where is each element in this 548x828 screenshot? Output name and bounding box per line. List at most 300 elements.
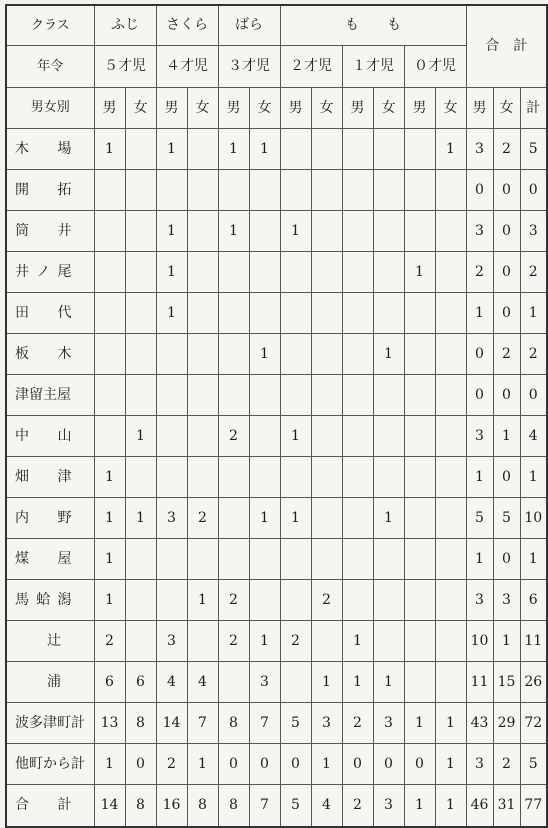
count-cell: 1 bbox=[156, 128, 187, 169]
count-cell bbox=[218, 333, 249, 374]
table-header bbox=[6, 5, 547, 128]
count-cell bbox=[404, 210, 435, 251]
count-cell bbox=[125, 169, 156, 210]
count-cell bbox=[435, 292, 466, 333]
count-cell bbox=[373, 292, 404, 333]
total-cell: 0 bbox=[493, 374, 520, 415]
count-cell bbox=[404, 456, 435, 497]
count-cell bbox=[311, 251, 342, 292]
count-cell: 2 bbox=[280, 620, 311, 661]
row-label: 中 山 bbox=[6, 415, 94, 456]
total-cell: 29 bbox=[493, 702, 520, 743]
count-cell: 0 bbox=[218, 743, 249, 784]
gender-cell: 女 bbox=[435, 87, 466, 128]
total-cell: 1 bbox=[466, 538, 493, 579]
count-cell bbox=[373, 251, 404, 292]
count-cell bbox=[373, 128, 404, 169]
count-cell: 0 bbox=[404, 743, 435, 784]
count-cell bbox=[280, 169, 311, 210]
total-cell: 2 bbox=[466, 251, 493, 292]
gender-cell: 男 bbox=[218, 87, 249, 128]
count-cell bbox=[373, 620, 404, 661]
count-cell: 2 bbox=[94, 620, 125, 661]
count-cell bbox=[342, 210, 373, 251]
count-cell bbox=[404, 128, 435, 169]
count-cell bbox=[404, 169, 435, 210]
count-cell bbox=[342, 538, 373, 579]
count-cell bbox=[373, 374, 404, 415]
class-sakura: さくら bbox=[156, 5, 218, 45]
count-cell: 1 bbox=[249, 333, 280, 374]
count-cell: 1 bbox=[187, 579, 218, 620]
count-cell: 1 bbox=[249, 497, 280, 538]
count-cell bbox=[187, 415, 218, 456]
count-cell bbox=[125, 456, 156, 497]
total-cell: 5 bbox=[466, 497, 493, 538]
total-cell: 31 bbox=[493, 784, 520, 827]
count-cell bbox=[94, 415, 125, 456]
total-col-header: 計 bbox=[520, 87, 547, 128]
age-2: ２才児 bbox=[280, 45, 342, 87]
count-cell bbox=[187, 620, 218, 661]
count-cell: 1 bbox=[156, 251, 187, 292]
count-cell: 3 bbox=[249, 661, 280, 702]
count-cell bbox=[342, 251, 373, 292]
count-cell: 0 bbox=[373, 743, 404, 784]
count-cell: 1 bbox=[280, 210, 311, 251]
gender-cell: 男 bbox=[342, 87, 373, 128]
count-cell bbox=[94, 292, 125, 333]
total-cell: 4 bbox=[520, 415, 547, 456]
count-cell bbox=[373, 415, 404, 456]
count-cell bbox=[435, 415, 466, 456]
count-cell bbox=[218, 169, 249, 210]
count-cell: 8 bbox=[218, 702, 249, 743]
class-bara: ばら bbox=[218, 5, 280, 45]
count-cell bbox=[187, 210, 218, 251]
count-cell: 1 bbox=[156, 292, 187, 333]
count-cell: 1 bbox=[435, 784, 466, 827]
count-cell bbox=[187, 292, 218, 333]
count-cell bbox=[435, 169, 466, 210]
count-cell: 2 bbox=[187, 497, 218, 538]
count-cell: 1 bbox=[435, 128, 466, 169]
count-cell bbox=[94, 251, 125, 292]
count-cell bbox=[311, 128, 342, 169]
total-cell: 1 bbox=[520, 292, 547, 333]
count-cell: 7 bbox=[249, 702, 280, 743]
total-cell: 0 bbox=[493, 538, 520, 579]
total-cell: 0 bbox=[520, 374, 547, 415]
total-cell: 1 bbox=[493, 620, 520, 661]
row-label: 煤 屋 bbox=[6, 538, 94, 579]
count-cell: 4 bbox=[187, 661, 218, 702]
count-cell bbox=[125, 333, 156, 374]
count-cell bbox=[404, 538, 435, 579]
count-cell bbox=[218, 251, 249, 292]
total-cell: 0 bbox=[493, 169, 520, 210]
total-cell: 1 bbox=[520, 538, 547, 579]
total-cell: 0 bbox=[493, 292, 520, 333]
count-cell bbox=[156, 456, 187, 497]
count-cell bbox=[342, 456, 373, 497]
count-cell: 6 bbox=[94, 661, 125, 702]
count-cell bbox=[404, 292, 435, 333]
count-cell bbox=[249, 292, 280, 333]
count-cell bbox=[249, 415, 280, 456]
total-cell: 5 bbox=[520, 128, 547, 169]
count-cell bbox=[218, 292, 249, 333]
count-cell bbox=[435, 620, 466, 661]
total-cell: 3 bbox=[466, 128, 493, 169]
count-cell: 0 bbox=[280, 743, 311, 784]
count-cell bbox=[311, 292, 342, 333]
count-cell: 1 bbox=[218, 128, 249, 169]
count-cell bbox=[187, 538, 218, 579]
count-cell bbox=[218, 661, 249, 702]
table-row bbox=[6, 497, 547, 538]
total-cell: 11 bbox=[520, 620, 547, 661]
count-cell bbox=[187, 128, 218, 169]
table-row bbox=[6, 579, 547, 620]
table-row bbox=[6, 292, 547, 333]
total-cell: 77 bbox=[520, 784, 547, 827]
count-cell: 1 bbox=[94, 456, 125, 497]
table-row bbox=[6, 620, 547, 661]
count-cell bbox=[280, 579, 311, 620]
count-cell bbox=[187, 456, 218, 497]
age-1: １才児 bbox=[342, 45, 404, 87]
count-cell: 5 bbox=[280, 784, 311, 827]
count-cell bbox=[125, 251, 156, 292]
count-cell bbox=[218, 374, 249, 415]
total-cell: 0 bbox=[493, 251, 520, 292]
gender-cell: 女 bbox=[311, 87, 342, 128]
count-cell: 14 bbox=[94, 784, 125, 827]
total-cell: 0 bbox=[520, 169, 547, 210]
total-cell: 11 bbox=[466, 661, 493, 702]
count-cell bbox=[342, 374, 373, 415]
count-cell: 1 bbox=[311, 743, 342, 784]
count-cell bbox=[404, 620, 435, 661]
count-cell: 1 bbox=[404, 702, 435, 743]
total-cell: 1 bbox=[466, 292, 493, 333]
count-cell: 1 bbox=[373, 661, 404, 702]
count-cell bbox=[311, 374, 342, 415]
count-cell: 1 bbox=[373, 333, 404, 374]
gender-cell: 女 bbox=[187, 87, 218, 128]
count-cell: 2 bbox=[218, 579, 249, 620]
count-cell: 7 bbox=[249, 784, 280, 827]
count-cell: 1 bbox=[94, 579, 125, 620]
count-cell bbox=[125, 538, 156, 579]
count-cell bbox=[435, 579, 466, 620]
count-cell: 1 bbox=[218, 210, 249, 251]
total-cell: 1 bbox=[466, 456, 493, 497]
table-row bbox=[6, 415, 547, 456]
count-cell: 1 bbox=[249, 128, 280, 169]
row-label: 開 拓 bbox=[6, 169, 94, 210]
total-cell: 0 bbox=[466, 374, 493, 415]
count-cell: 4 bbox=[156, 661, 187, 702]
count-cell bbox=[125, 210, 156, 251]
count-cell bbox=[218, 538, 249, 579]
row-label: 浦 bbox=[6, 661, 94, 702]
count-cell: 14 bbox=[156, 702, 187, 743]
count-cell bbox=[404, 415, 435, 456]
count-cell: 3 bbox=[156, 620, 187, 661]
row-label: 合 計 bbox=[6, 784, 94, 827]
total-cell: 72 bbox=[520, 702, 547, 743]
total-cell: 0 bbox=[493, 210, 520, 251]
row-label: 板 木 bbox=[6, 333, 94, 374]
table-row bbox=[6, 538, 547, 579]
total-cell: 0 bbox=[466, 333, 493, 374]
count-cell bbox=[156, 579, 187, 620]
count-cell bbox=[280, 251, 311, 292]
total-cell: 2 bbox=[520, 333, 547, 374]
count-cell bbox=[218, 456, 249, 497]
total-cell: 1 bbox=[520, 456, 547, 497]
count-cell: 1 bbox=[125, 415, 156, 456]
count-cell: 8 bbox=[218, 784, 249, 827]
count-cell: 1 bbox=[94, 497, 125, 538]
count-cell bbox=[280, 333, 311, 374]
count-cell: 7 bbox=[187, 702, 218, 743]
table-row bbox=[6, 784, 547, 827]
count-cell bbox=[311, 538, 342, 579]
count-cell: 3 bbox=[373, 702, 404, 743]
count-cell: 2 bbox=[218, 620, 249, 661]
total-cell: 2 bbox=[493, 128, 520, 169]
count-cell bbox=[156, 169, 187, 210]
count-cell bbox=[435, 251, 466, 292]
count-cell: 1 bbox=[435, 743, 466, 784]
count-cell bbox=[280, 456, 311, 497]
count-cell bbox=[342, 292, 373, 333]
age-5: ５才児 bbox=[94, 45, 156, 87]
total-cell: 3 bbox=[466, 415, 493, 456]
table-row bbox=[6, 743, 547, 784]
gender-cell: 女 bbox=[125, 87, 156, 128]
row-label: 波多津町計 bbox=[6, 702, 94, 743]
count-cell: 1 bbox=[342, 620, 373, 661]
count-cell: 1 bbox=[156, 210, 187, 251]
count-cell bbox=[311, 169, 342, 210]
count-cell: 1 bbox=[404, 784, 435, 827]
count-cell bbox=[187, 374, 218, 415]
count-cell bbox=[125, 374, 156, 415]
total-cell: 3 bbox=[466, 743, 493, 784]
count-cell bbox=[218, 497, 249, 538]
count-cell: 1 bbox=[280, 497, 311, 538]
count-cell bbox=[435, 333, 466, 374]
count-cell bbox=[435, 497, 466, 538]
count-cell: 2 bbox=[156, 743, 187, 784]
row-label: 田 代 bbox=[6, 292, 94, 333]
row-label: 馬蛤潟 bbox=[6, 579, 94, 620]
table-row bbox=[6, 128, 547, 169]
count-cell: 8 bbox=[125, 702, 156, 743]
count-cell bbox=[373, 169, 404, 210]
count-cell: 1 bbox=[435, 702, 466, 743]
table-row bbox=[6, 210, 547, 251]
count-cell: 1 bbox=[280, 415, 311, 456]
total-label: 合 計 bbox=[466, 5, 547, 87]
count-cell bbox=[249, 251, 280, 292]
count-cell: 1 bbox=[249, 620, 280, 661]
count-cell bbox=[342, 169, 373, 210]
count-cell bbox=[404, 661, 435, 702]
age-0: ０才児 bbox=[404, 45, 466, 87]
count-cell bbox=[187, 169, 218, 210]
count-cell: 3 bbox=[311, 702, 342, 743]
age-label: 年令 bbox=[6, 45, 94, 87]
count-cell bbox=[435, 538, 466, 579]
table-row bbox=[6, 251, 547, 292]
count-cell bbox=[280, 538, 311, 579]
row-label: 内 野 bbox=[6, 497, 94, 538]
count-cell bbox=[373, 538, 404, 579]
gender-row bbox=[6, 87, 547, 128]
count-cell bbox=[342, 579, 373, 620]
count-cell: 1 bbox=[311, 661, 342, 702]
count-cell bbox=[373, 579, 404, 620]
gender-cell: 男 bbox=[280, 87, 311, 128]
count-cell bbox=[435, 456, 466, 497]
class-momo: も も bbox=[280, 5, 466, 45]
count-cell: 3 bbox=[156, 497, 187, 538]
count-cell bbox=[311, 210, 342, 251]
count-cell bbox=[280, 661, 311, 702]
count-cell: 16 bbox=[156, 784, 187, 827]
total-cell: 5 bbox=[520, 743, 547, 784]
table-row bbox=[6, 661, 547, 702]
count-cell: 2 bbox=[342, 784, 373, 827]
count-cell bbox=[156, 415, 187, 456]
row-label: 筒 井 bbox=[6, 210, 94, 251]
count-cell bbox=[94, 333, 125, 374]
count-cell bbox=[280, 292, 311, 333]
total-col-header: 男 bbox=[466, 87, 493, 128]
row-label: 辻 bbox=[6, 620, 94, 661]
table-row bbox=[6, 333, 547, 374]
gender-cell: 女 bbox=[373, 87, 404, 128]
count-cell bbox=[156, 333, 187, 374]
count-cell bbox=[342, 497, 373, 538]
count-cell bbox=[187, 333, 218, 374]
count-cell: 13 bbox=[94, 702, 125, 743]
count-cell: 1 bbox=[342, 661, 373, 702]
count-cell: 6 bbox=[125, 661, 156, 702]
total-cell: 46 bbox=[466, 784, 493, 827]
count-cell: 1 bbox=[373, 497, 404, 538]
gender-cell: 女 bbox=[249, 87, 280, 128]
count-cell bbox=[404, 497, 435, 538]
count-cell bbox=[94, 169, 125, 210]
count-cell bbox=[311, 497, 342, 538]
count-cell: 1 bbox=[187, 743, 218, 784]
count-cell: 1 bbox=[94, 538, 125, 579]
table-row bbox=[6, 456, 547, 497]
total-cell: 6 bbox=[520, 579, 547, 620]
total-cell: 1 bbox=[493, 415, 520, 456]
count-cell bbox=[125, 128, 156, 169]
count-cell: 0 bbox=[342, 743, 373, 784]
total-cell: 5 bbox=[493, 497, 520, 538]
age-3: ３才児 bbox=[218, 45, 280, 87]
count-cell bbox=[125, 579, 156, 620]
gender-cell: 男 bbox=[94, 87, 125, 128]
count-cell: 2 bbox=[311, 579, 342, 620]
count-cell bbox=[373, 456, 404, 497]
count-cell: 8 bbox=[187, 784, 218, 827]
total-cell: 15 bbox=[493, 661, 520, 702]
table-body bbox=[6, 128, 547, 827]
count-cell: 0 bbox=[249, 743, 280, 784]
count-cell: 8 bbox=[125, 784, 156, 827]
class-label: クラス bbox=[6, 5, 94, 45]
count-cell: 0 bbox=[125, 743, 156, 784]
total-cell: 43 bbox=[466, 702, 493, 743]
count-cell: 2 bbox=[342, 702, 373, 743]
total-cell: 3 bbox=[466, 210, 493, 251]
count-cell bbox=[187, 251, 218, 292]
count-cell bbox=[249, 538, 280, 579]
total-cell: 26 bbox=[520, 661, 547, 702]
count-cell bbox=[435, 661, 466, 702]
total-cell: 10 bbox=[466, 620, 493, 661]
count-cell bbox=[404, 374, 435, 415]
total-cell: 3 bbox=[493, 579, 520, 620]
count-cell bbox=[249, 456, 280, 497]
row-label: 畑 津 bbox=[6, 456, 94, 497]
count-cell bbox=[342, 128, 373, 169]
count-cell bbox=[280, 374, 311, 415]
count-cell bbox=[125, 292, 156, 333]
count-cell bbox=[404, 333, 435, 374]
count-cell bbox=[435, 210, 466, 251]
total-cell: 2 bbox=[493, 743, 520, 784]
count-cell: 1 bbox=[94, 128, 125, 169]
count-cell bbox=[125, 620, 156, 661]
table-row bbox=[6, 169, 547, 210]
total-col-header: 女 bbox=[493, 87, 520, 128]
count-cell bbox=[342, 333, 373, 374]
count-cell bbox=[311, 415, 342, 456]
class-fuji: ふじ bbox=[94, 5, 156, 45]
count-cell bbox=[342, 415, 373, 456]
count-cell bbox=[311, 333, 342, 374]
gender-cell: 男 bbox=[404, 87, 435, 128]
row-label: 木 場 bbox=[6, 128, 94, 169]
total-cell: 2 bbox=[520, 251, 547, 292]
count-cell: 1 bbox=[125, 497, 156, 538]
count-cell bbox=[156, 374, 187, 415]
count-cell: 1 bbox=[94, 743, 125, 784]
row-label: 井ノ尾 bbox=[6, 251, 94, 292]
total-cell: 3 bbox=[520, 210, 547, 251]
row-label: 津留主屋 bbox=[6, 374, 94, 415]
row-label: 他町から計 bbox=[6, 743, 94, 784]
count-cell: 1 bbox=[404, 251, 435, 292]
count-cell: 2 bbox=[218, 415, 249, 456]
count-cell bbox=[373, 210, 404, 251]
count-cell bbox=[156, 538, 187, 579]
table-row bbox=[6, 374, 547, 415]
gender-cell: 男 bbox=[156, 87, 187, 128]
count-cell: 3 bbox=[373, 784, 404, 827]
